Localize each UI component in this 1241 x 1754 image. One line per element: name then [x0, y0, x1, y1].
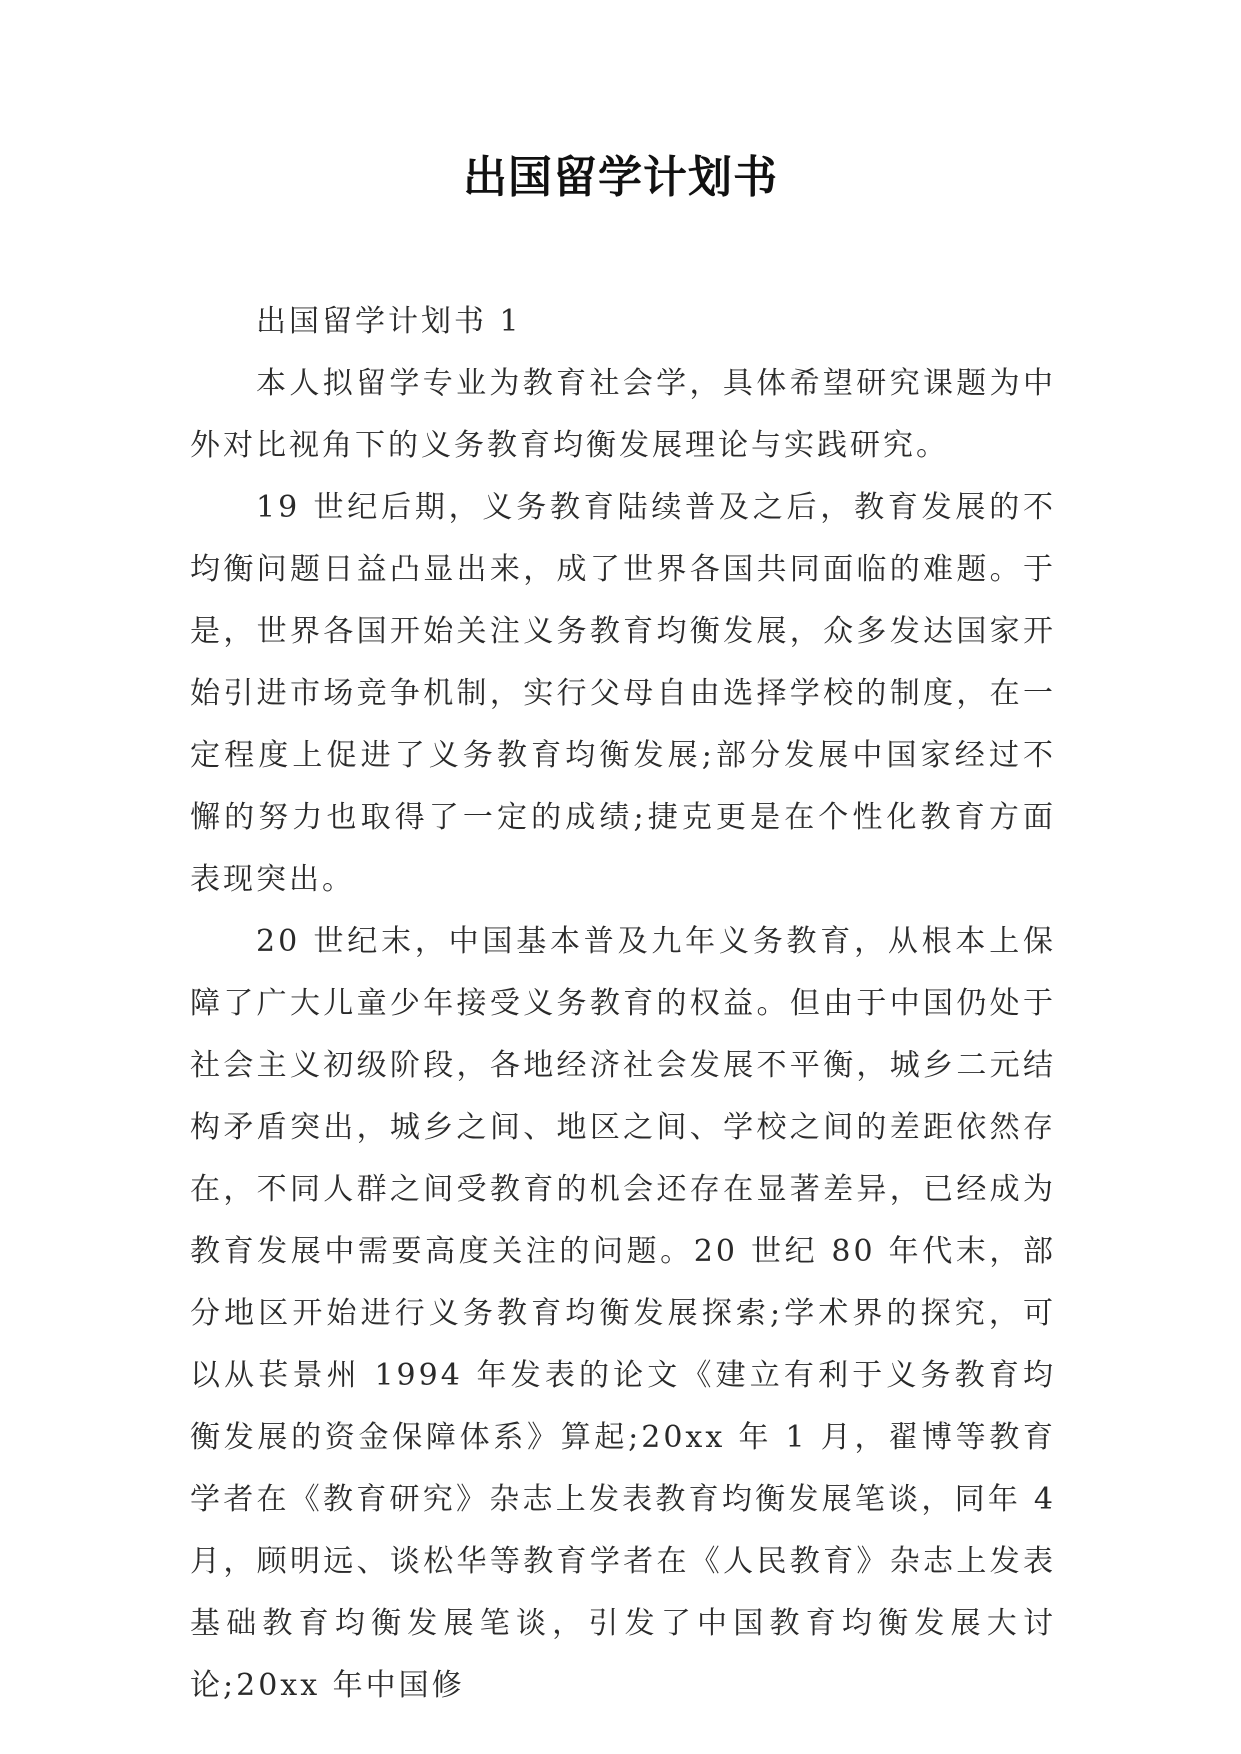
document-title: 出国留学计划书: [463, 152, 778, 203]
document-body: [190, 291, 1056, 1717]
section-heading: 出国留学计划书 1: [256, 304, 522, 339]
paragraph: 19 世纪后期，义务教育陆续普及之后，教育发展的不均衡问题日益凸显出来，成了世界各国共同面临的难题。于是，世界各国开始关注义务教育均衡发展，众多发达国家开始引进市场竞争机制，实行父母自由选择学校的制度，在一定程度上促进了义务教育均衡发展;部分发展中国家经过不懈的努力也取得了一定的成绩;捷克更是在个性化教育方面表现突出。: [190, 490, 1056, 897]
paragraph: 本人拟留学专业为教育社会学，具体希望研究课题为中外对比视角下的义务教育均衡发展理论与实践研究。: [190, 366, 1056, 463]
paragraph: 20 世纪末，中国基本普及九年义务教育，从根本上保障了广大儿童少年接受义务教育的权益。但由于中国仍处于社会主义初级阶段，各地经济社会发展不平衡，城乡二元结构矛盾突出，城乡之间、地区之间、学校之间的差距依然存在，不同人群之间受教育的机会还存在显著差异，已经成为教育发展中需要高度关注的问题。20 世纪 80 年代末，部分地区开始进行义务教育均衡发展探索;学术界的探究，可以从苌景州 1994 年发表的论文《建立有利于义务教育均衡发展的资金保障体系》算起;20xx 年 1 月，翟博等教育学者在《教育研究》杂志上发表教育均衡发展笔谈，同年 4 月，顾明远、谈松华等教育学者在《人民教育》杂志上发表基础教育均衡发展笔谈，引发了中国教育均衡发展大讨论;20xx 年中国修: [190, 924, 1056, 1703]
